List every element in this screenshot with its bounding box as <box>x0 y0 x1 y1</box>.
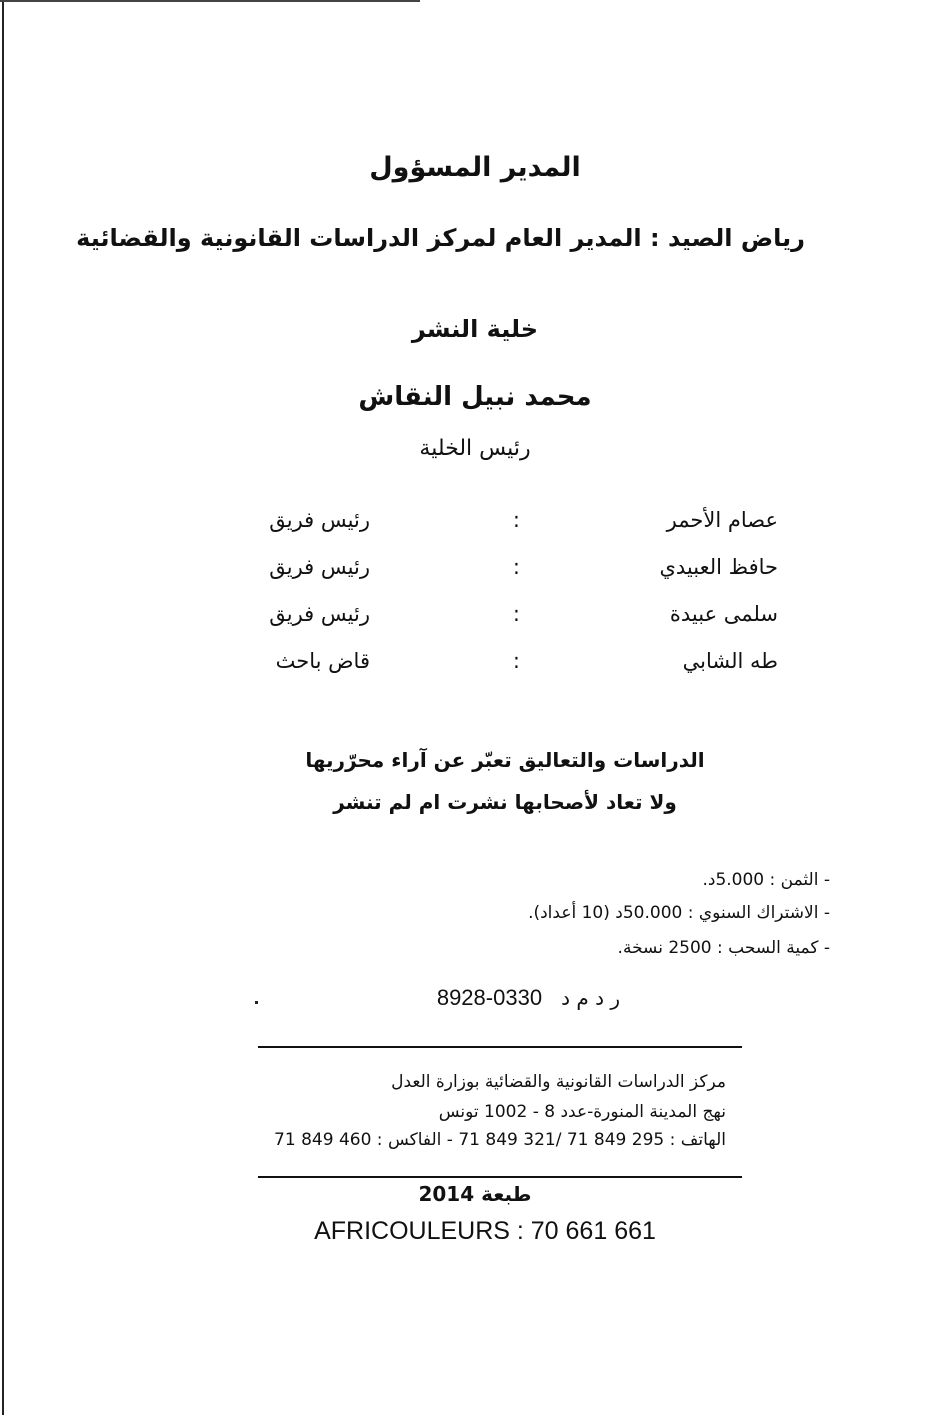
member-role: رئيس فريق <box>269 555 370 579</box>
director-line: رياض الصيد : المدير العام لمركز الدراسات القانونية والقضائية <box>76 224 805 252</box>
member-row <box>180 602 790 649</box>
member-colon: : <box>512 555 520 579</box>
price-info: - الثمن : 5.000د. <box>702 870 830 890</box>
address-line-3: الهاتف : 295 849 71 /321 849 71 - الفاكس : 460 849 71 <box>274 1130 726 1150</box>
member-role: رئيس فريق <box>269 602 370 626</box>
stray-dot <box>255 1001 258 1004</box>
address-line-1: مركز الدراسات القانونية والقضائية بوزارة العدل <box>391 1072 726 1092</box>
disclaimer-line-1: الدراسات والتعاليق تعبّر عن آراء محرّريها <box>305 748 705 772</box>
page-edge-top <box>0 0 420 2</box>
cell-head-name: محمد نبيل النقاش <box>358 382 592 412</box>
member-row <box>180 508 790 555</box>
member-row <box>180 555 790 602</box>
members-list <box>180 508 790 696</box>
member-role: رئيس فريق <box>269 508 370 532</box>
member-colon: : <box>512 649 520 673</box>
member-name: عصام الأحمر <box>666 508 778 532</box>
page-title: المدير المسؤول <box>369 152 581 183</box>
divider-bottom <box>258 1176 742 1178</box>
member-row <box>180 649 790 696</box>
printer-line: AFRICOULEURS : 70 661 661 <box>314 1217 656 1245</box>
issn-label: ر د م د <box>561 986 620 1010</box>
subscription-info: - الاشتراك السنوي : 50.000د (10 أعداد). <box>528 903 830 923</box>
member-name: سلمى عبيدة <box>669 602 778 626</box>
member-name: حافظ العبيدي <box>659 555 778 579</box>
issn-number: 0330-8928 <box>436 985 543 1010</box>
print-run-info: - كمية السحب : 2500 نسخة. <box>617 938 830 958</box>
member-colon: : <box>512 602 520 626</box>
cell-head-role: رئيس الخلية <box>419 436 531 461</box>
divider-top <box>258 1046 742 1048</box>
disclaimer-line-2: ولا تعاد لأصحابها نشرت ام لم تنشر <box>333 790 677 814</box>
member-role: قاض باحث <box>275 649 370 673</box>
edition-year: طبعة 2014 <box>418 1182 532 1206</box>
member-colon: : <box>512 508 520 532</box>
issn-line <box>400 985 620 1011</box>
member-name: طه الشابي <box>682 649 778 673</box>
publishing-cell-title: خلية النشر <box>411 315 539 343</box>
address-line-2: نهج المدينة المنورة-عدد 8 - 1002 تونس <box>438 1102 726 1122</box>
